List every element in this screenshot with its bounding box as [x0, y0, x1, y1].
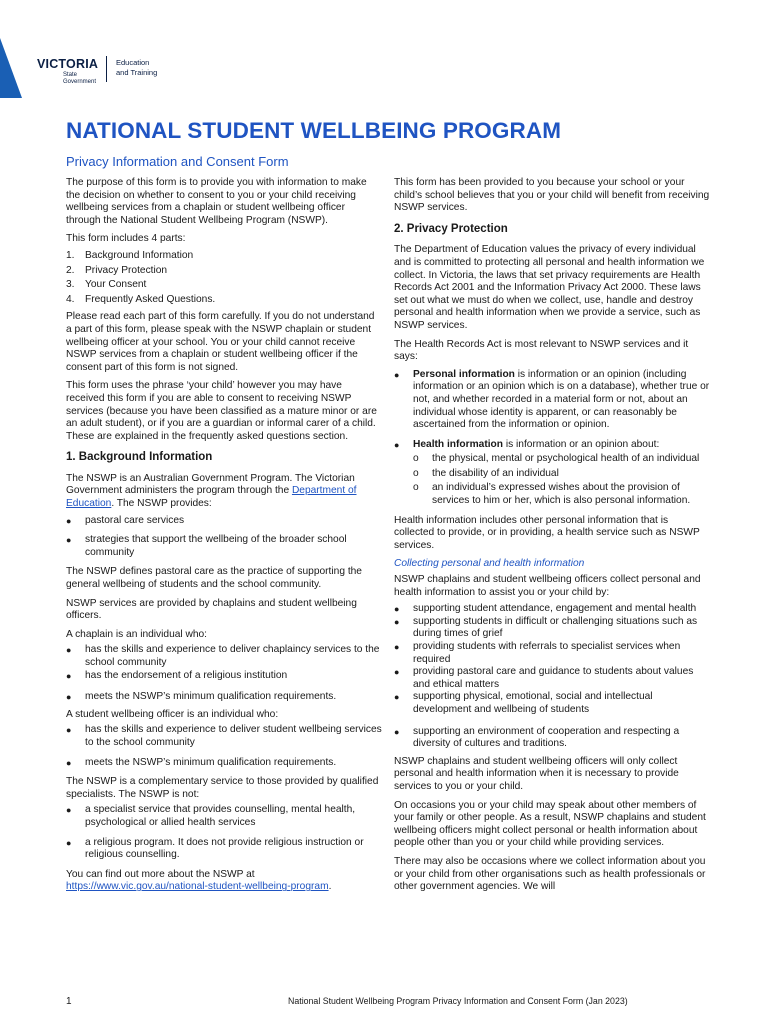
list-text: Background Information — [85, 249, 194, 261]
only-collect-paragraph: NSWP chaplains and student wellbeing officers will only collect personal and health information when it is necessary to provide services to you or your child. — [394, 755, 679, 792]
sublist-item — [413, 468, 710, 481]
read-paragraph: Please read each part of this form carefully. If you do not understand a part of this form, please speak with the NSWP chaplain or student wellbeing officer at your school. You or your child cannot receive NSWP services from a chaplain or student wellbeing officer if the consent part of this form is not signed. — [66, 311, 375, 373]
dept-line-2: and Training — [116, 67, 158, 77]
background-heading: 1. Background Information — [66, 451, 213, 464]
left-column — [66, 177, 382, 900]
information-types-list — [394, 369, 710, 510]
list-text: a specialist service that provides counselling, mental health, psychological or allied health services — [85, 804, 356, 828]
list-item — [66, 757, 382, 770]
term-definition: is information or an opinion about: — [503, 438, 660, 450]
list-text: the physical, mental or psychological health of an individual — [432, 453, 700, 465]
phrase-paragraph: This form uses the phrase ‘your child’ however you may have received this form if you are able to consent to receiving NSWP services (because you have been classified as a mature minor or are an adult student), or if you are a guardian or informal carer of a child. These are explained in the frequently asked questions section. — [66, 380, 377, 442]
list-item — [66, 279, 382, 292]
collect-list — [394, 603, 710, 751]
not-list — [66, 804, 382, 861]
bullet-icon: ● — [66, 725, 72, 736]
list-text: supporting an environment of cooperation and respecting a diversity of cultures and traditions. — [413, 725, 680, 750]
officer-paragraph: A student wellbeing officer is an individual who: — [66, 708, 279, 720]
list-item — [66, 250, 382, 263]
provided-paragraph: This form has been provided to you because your school or your child’s school believes that you or your child will benefit from receiving NSWP services. — [394, 177, 710, 214]
list-item — [394, 369, 710, 432]
dept-line-1: Education — [116, 58, 150, 67]
sublist-item — [413, 482, 710, 507]
logo-state-text: State — [63, 72, 78, 78]
list-number: 2. — [66, 264, 75, 276]
list-text: meets the NSWP’s minimum qualification requirements. — [85, 756, 337, 768]
list-text: providing pastoral care and guidance to students about values and ethical matters — [413, 666, 694, 690]
list-item — [394, 641, 710, 666]
officer-list — [66, 724, 382, 769]
australian-program-paragraph — [66, 473, 382, 511]
page-subtitle: Privacy Information and Consent Form — [66, 154, 289, 169]
list-item — [66, 644, 382, 669]
bullet-icon: ● — [66, 757, 72, 768]
chaplain-list — [66, 644, 382, 703]
list-text: has the endorsement of a religious institution — [85, 669, 288, 681]
nswp-website-link[interactable]: https://www.vic.gov.au/national-student-wellbeing-program — [66, 881, 329, 893]
also-paragraph: There may also be occasions where we collect information about you or your child from other organisations such as health professionals or other government agencies. We will — [394, 855, 706, 893]
bullet-icon: ● — [66, 515, 72, 526]
list-item — [394, 666, 710, 691]
list-text: pastoral care services — [85, 514, 185, 526]
footer-title: National Student Wellbeing Program Privacy Information and Consent Form (Jan 2023) — [288, 996, 628, 1006]
parts-list — [66, 250, 382, 306]
list-text: has the skills and experience to deliver student wellbeing services to the school community — [85, 724, 382, 748]
header-shape — [0, 0, 770, 98]
list-text: a religious program. It does not provide religious instruction or religious counselling. — [85, 836, 364, 861]
find-more-paragraph — [66, 869, 382, 894]
complementary-paragraph: The NSWP is a complementary service to those provided by qualified specialists. The NSWP is not: — [66, 776, 379, 800]
page-title: NATIONAL STUDENT WELLBEING PROGRAM — [66, 118, 562, 143]
bullet-icon: ● — [66, 535, 72, 546]
term-definition: is information or an opinion (including information or an opinion which is on a database), whether true or not, and whether recorded in a material form or not, about an individual whose identity is apparent, or can reasonably be ascertained from the information or opinion. — [413, 368, 710, 431]
logo-divider — [106, 56, 107, 82]
collecting-heading: Collecting personal and health information — [394, 558, 585, 570]
list-number: 1. — [66, 249, 75, 261]
bullet-icon: ● — [394, 667, 400, 678]
list-text: meets the NSWP’s minimum qualification requirements. — [85, 691, 337, 703]
list-text: providing students with referrals to specialist services when required — [413, 641, 681, 665]
list-item — [66, 691, 382, 704]
department-logo — [116, 58, 157, 77]
list-text: supporting physical, emotional, social and intellectual development and wellbeing of students — [413, 691, 653, 715]
list-item — [66, 837, 382, 862]
list-item — [394, 691, 710, 716]
bullet-icon: ● — [66, 692, 72, 703]
defines-paragraph: The NSWP defines pastoral care as the practice of supporting the general wellbeing of students and the school community. — [66, 566, 362, 591]
paragraph-text: You can find out more about the NSWP at — [66, 868, 255, 880]
state-government-label — [63, 72, 96, 85]
intro-paragraph: The purpose of this form is to provide you with information to make the decision on whether to consent to you or your child receiving wellbeing services from a chaplain or student wellbeing officer through the National Student Wellbeing Program (NSWP). — [66, 177, 367, 226]
parts-intro: This form includes 4 parts: — [66, 233, 186, 245]
logo-government-text: Government — [63, 78, 97, 85]
paragraph-text: . — [328, 881, 332, 893]
bullet-icon: ● — [394, 439, 400, 450]
list-text: has the skills and experience to deliver chaplaincy services to the school community — [85, 644, 380, 668]
list-item — [66, 265, 382, 278]
paragraph-text: . The NSWP provides: — [111, 498, 212, 510]
list-text — [413, 369, 710, 432]
paragraph-text: The NSWP is an Australian Government Program. The Victorian Government administers the program through the — [66, 472, 355, 497]
list-text: Frequently Asked Questions. — [85, 293, 216, 305]
occasions-paragraph: On occasions you or your child may speak about other members of your family or other people. As a result, NSWP chaplains and student wellbeing officers might collect personal or health information about people other than you or your child while providing services. — [394, 799, 706, 849]
list-text: Privacy Protection — [85, 264, 168, 276]
chaplain-paragraph: A chaplain is an individual who: — [66, 628, 208, 640]
bullet-icon: ● — [394, 369, 400, 380]
list-number: 4. — [66, 293, 75, 305]
list-item — [394, 616, 710, 641]
bullet-icon: ● — [394, 726, 400, 737]
bullet-icon: ● — [66, 670, 72, 681]
health-sublist — [413, 453, 710, 507]
circle-bullet-icon: o — [413, 467, 419, 479]
bullet-icon: ● — [394, 616, 400, 627]
list-item — [66, 515, 382, 528]
list-text: supporting students in difficult or challenging situations such as during times of grief — [413, 615, 698, 640]
bullet-icon: ● — [394, 642, 400, 652]
list-number: 3. — [66, 279, 75, 291]
right-column — [394, 177, 710, 900]
bullet-icon: ● — [66, 645, 72, 656]
list-text: the disability of an individual — [432, 467, 559, 479]
list-item — [394, 603, 710, 616]
list-text: an individual’s expressed wishes about the provision of services to him or her, which is also personal information. — [432, 482, 691, 507]
collect-paragraph: NSWP chaplains and student wellbeing officers collect personal and health information to assist you or your child by: — [394, 574, 701, 598]
list-item — [394, 726, 710, 751]
hra-paragraph: The Health Records Act is most relevant to NSWP services and it says: — [394, 338, 689, 363]
list-item — [66, 534, 382, 559]
list-item — [66, 724, 382, 749]
list-item — [66, 804, 382, 829]
list-item — [394, 439, 710, 510]
services-paragraph: NSWP services are provided by chaplains and student wellbeing officers. — [66, 597, 357, 622]
department-paragraph: The Department of Education values the privacy of every individual and is committed to protecting all personal and health information we collect. In Victoria, the laws that set privacy requirements are Health Records Act 2001 and the Information Privacy Act 2000. These laws set out what we must do when we collect, use, handle and destroy personal and health information when we provide a service, such as NSWP services. — [394, 244, 705, 331]
header-banner — [0, 0, 770, 98]
sublist-item — [413, 453, 710, 466]
list-item — [66, 294, 382, 307]
health-includes-paragraph: Health information includes other personal information that is collected to provide, or in providing, a health service such as NSWP services. — [394, 514, 700, 551]
bullet-icon: ● — [66, 805, 72, 816]
list-text: strategies that support the wellbeing of the broader school community — [85, 534, 347, 558]
term-label: Personal information — [413, 368, 515, 380]
bullet-icon: ● — [394, 692, 400, 703]
privacy-heading: 2. Privacy Protection — [394, 222, 508, 235]
department-link[interactable]: Department of Education — [66, 485, 357, 510]
term-label: Health information — [413, 438, 503, 450]
list-item — [66, 670, 382, 683]
provides-list — [66, 515, 382, 560]
bullet-icon: ● — [394, 604, 400, 615]
page-number: 1 — [66, 996, 72, 1007]
circle-bullet-icon: o — [413, 482, 419, 494]
victoria-logo: VICTORIA — [37, 57, 99, 71]
list-text: Your Consent — [85, 279, 147, 291]
list-text: supporting student attendance, engagement and mental health — [413, 603, 697, 615]
list-text — [413, 439, 710, 510]
bullet-icon: ● — [66, 837, 72, 848]
circle-bullet-icon: o — [413, 453, 419, 465]
